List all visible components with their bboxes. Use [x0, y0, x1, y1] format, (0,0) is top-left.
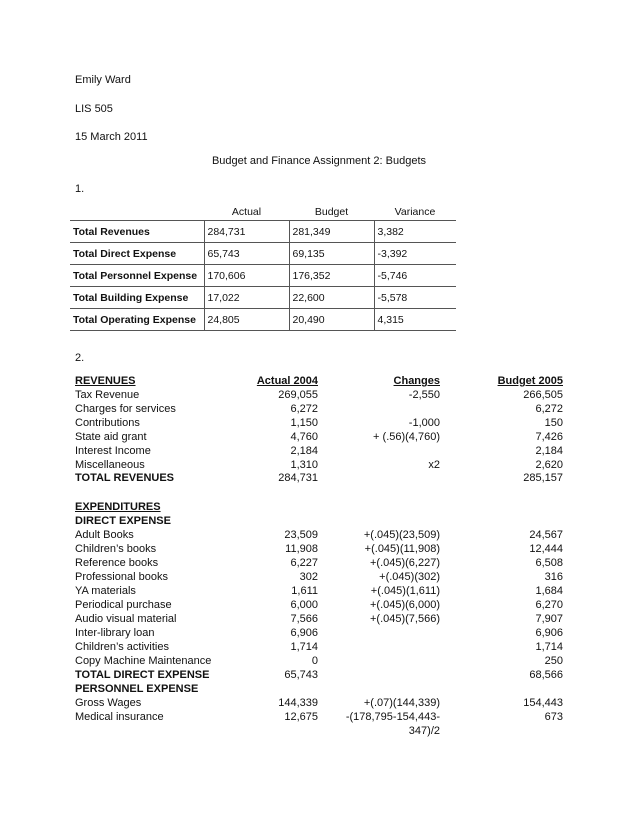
- cell-budget: 2,620: [535, 459, 563, 471]
- cell-change: +(.07)(144,339): [363, 697, 440, 709]
- cell-actual: 65,743: [284, 669, 318, 681]
- cell-budget: 266,505: [523, 389, 563, 401]
- budget-row: [0, 389, 638, 403]
- budget-header-row: [0, 375, 638, 389]
- budget-row: [0, 655, 638, 669]
- cell-budget: 1,684: [535, 585, 563, 597]
- row-label: Charges for services: [75, 403, 176, 415]
- cell-actual: 11,908: [285, 543, 318, 555]
- table-row: [70, 243, 456, 265]
- row-label: TOTAL REVENUES: [75, 472, 175, 484]
- cell-budget: 24,567: [529, 529, 563, 541]
- budget-row: [0, 417, 638, 431]
- row-label: Periodical purchase: [75, 599, 172, 611]
- cell-variance: 3,382: [374, 221, 456, 243]
- cell-budget: 154,443: [523, 697, 563, 709]
- cell-actual: 6,272: [290, 403, 318, 415]
- cell-change: +(.045)(6,227): [369, 557, 440, 569]
- cell-budget: 150: [544, 417, 563, 429]
- budget-row: [0, 459, 638, 473]
- cell-actual: 17,022: [204, 287, 289, 309]
- budget-row: [0, 627, 638, 641]
- row-label: YA materials: [75, 585, 136, 597]
- cell-budget: 7,907: [535, 613, 563, 625]
- row-label: Children’s activities: [75, 641, 169, 653]
- revenues-heading: REVENUES: [75, 375, 136, 387]
- cell-budget: 69,135: [289, 243, 374, 265]
- cell-budget: 281,349: [289, 221, 374, 243]
- table-row: [70, 309, 456, 331]
- cell-actual: 24,805: [204, 309, 289, 331]
- table-row: [70, 221, 456, 243]
- cell-actual: 1,150: [290, 417, 318, 429]
- cell-budget: 6,508: [535, 557, 563, 569]
- expenditures-heading-row: [0, 501, 638, 515]
- cell-variance: -5,746: [374, 265, 456, 287]
- cell-actual: 170,606: [204, 265, 289, 287]
- document-date: 15 March 2011: [75, 131, 148, 143]
- cell-change: + (.56)(4,760): [373, 431, 440, 443]
- cell-actual: 1,611: [291, 585, 318, 597]
- header-cell: Actual: [231, 205, 262, 218]
- cell-actual: 7,566: [290, 613, 318, 625]
- cell-actual: 65,743: [204, 243, 289, 265]
- budget-row: [0, 641, 638, 655]
- cell-change: -1,000: [408, 417, 440, 429]
- row-label: Inter-library loan: [75, 627, 155, 639]
- row-label: State aid grant: [75, 431, 147, 443]
- table-row: [70, 287, 456, 309]
- row-label: Total Building Expense: [70, 287, 204, 309]
- row-label: Total Revenues: [70, 221, 204, 243]
- total-direct-row: [0, 669, 638, 683]
- course-code: LIS 505: [75, 103, 113, 115]
- budget-row: [0, 571, 638, 585]
- cell-change: x2: [428, 459, 440, 471]
- changes-heading: Changes: [393, 375, 440, 387]
- budget-row: [0, 697, 638, 711]
- cell-variance: -5,578: [374, 287, 456, 309]
- summary-table: [70, 203, 456, 331]
- header-cell: Variance: [394, 205, 436, 218]
- cell-actual: 2,184: [290, 445, 318, 457]
- cell-budget: 22,600: [289, 287, 374, 309]
- cell-budget: 12,444: [529, 543, 563, 555]
- cell-actual: 284,731: [204, 221, 289, 243]
- row-label: Professional books: [75, 571, 168, 583]
- cell-budget: 20,490: [289, 309, 374, 331]
- cell-change: +(.045)(6,000): [369, 599, 440, 611]
- row-label: Reference books: [75, 557, 159, 569]
- author-name: Emily Ward: [75, 74, 131, 86]
- cell-budget: 2,184: [535, 445, 563, 457]
- cell-budget: 6,272: [535, 403, 563, 415]
- row-label: Tax Revenue: [75, 389, 140, 401]
- medical-change-continuation-row: [0, 725, 638, 739]
- row-label: TOTAL DIRECT EXPENSE: [75, 669, 210, 681]
- cell-budget: 68,566: [529, 669, 563, 681]
- budget-row: [0, 585, 638, 599]
- header-cell: Budget: [314, 205, 349, 218]
- question-1-label: 1.: [75, 183, 85, 195]
- cell-variance: -3,392: [374, 243, 456, 265]
- cell-budget: 176,352: [289, 265, 374, 287]
- budget-row: [0, 403, 638, 417]
- cell-actual: 0: [311, 655, 318, 667]
- document-title: Budget and Finance Assignment 2: Budgets: [211, 155, 427, 167]
- budget-row: [0, 529, 638, 543]
- cell-budget: 7,426: [535, 431, 563, 443]
- row-label: Copy Machine Maintenance: [75, 655, 212, 667]
- cell-budget: 6,906: [535, 627, 563, 639]
- cell-actual: 302: [299, 571, 318, 583]
- actual-2004-heading: Actual 2004: [256, 375, 318, 387]
- personnel-heading-row: [0, 683, 638, 697]
- cell-actual: 144,339: [278, 697, 318, 709]
- cell-change: +(.045)(302): [379, 571, 440, 583]
- cell-actual: 6,227: [290, 557, 318, 569]
- cell-budget: 6,270: [535, 599, 563, 611]
- cell-budget: 250: [544, 655, 563, 667]
- budget-row: [0, 445, 638, 459]
- row-label: Contributions: [75, 417, 140, 429]
- cell-actual: 269,055: [278, 389, 318, 401]
- budget-row: [0, 543, 638, 557]
- row-label: Audio visual material: [75, 613, 177, 625]
- table-row: [70, 265, 456, 287]
- cell-budget: 316: [544, 571, 563, 583]
- cell-actual: 284,731: [278, 472, 318, 484]
- cell-actual: 23,509: [284, 529, 318, 541]
- budget-row: [0, 557, 638, 571]
- cell-change: +(.045)(1,611): [370, 585, 440, 597]
- row-label: Miscellaneous: [75, 459, 145, 471]
- question-2-label: 2.: [75, 352, 85, 364]
- row-label: Total Operating Expense: [70, 309, 204, 331]
- summary-table-header: [70, 203, 456, 221]
- cell-actual: 1,310: [290, 459, 318, 471]
- cell-actual: 4,760: [290, 431, 318, 443]
- row-label: Adult Books: [75, 529, 134, 541]
- personnel-expense-heading: PERSONNEL EXPENSE: [75, 683, 199, 695]
- cell-change: -(178,795-154,443-: [345, 711, 440, 723]
- row-label: Interest Income: [75, 445, 151, 457]
- row-label: Gross Wages: [75, 697, 142, 709]
- cell-change: +(.045)(11,908): [364, 543, 440, 555]
- direct-expense-heading: DIRECT EXPENSE: [75, 515, 171, 527]
- row-label: Medical insurance: [75, 711, 164, 723]
- budget-row: [0, 599, 638, 613]
- cell-budget: 285,157: [523, 472, 563, 484]
- budget-row: [0, 431, 638, 445]
- header-cell: [70, 203, 204, 221]
- row-label: Total Direct Expense: [70, 243, 204, 265]
- cell-variance: 4,315: [374, 309, 456, 331]
- row-label: Children’s books: [75, 543, 157, 555]
- cell-actual: 6,000: [290, 599, 318, 611]
- cell-actual: 6,906: [290, 627, 318, 639]
- cell-change: +(.045)(23,509): [363, 529, 440, 541]
- cell-change: -2,550: [408, 389, 440, 401]
- cell-actual: 12,675: [284, 711, 318, 723]
- cell-change-continuation: 347)/2: [408, 725, 440, 737]
- expenditures-heading: EXPENDITURES: [75, 501, 161, 513]
- cell-budget: 1,714: [535, 641, 563, 653]
- budget-2005-heading: Budget 2005: [497, 375, 563, 387]
- budget-row: [0, 613, 638, 627]
- cell-budget: 673: [544, 711, 563, 723]
- cell-actual: 1,714: [290, 641, 318, 653]
- direct-expense-heading-row: [0, 515, 638, 529]
- total-revenues-row: [0, 472, 638, 486]
- cell-change: +(.045)(7,566): [369, 613, 440, 625]
- budget-row: [0, 711, 638, 725]
- row-label: Total Personnel Expense: [70, 265, 204, 287]
